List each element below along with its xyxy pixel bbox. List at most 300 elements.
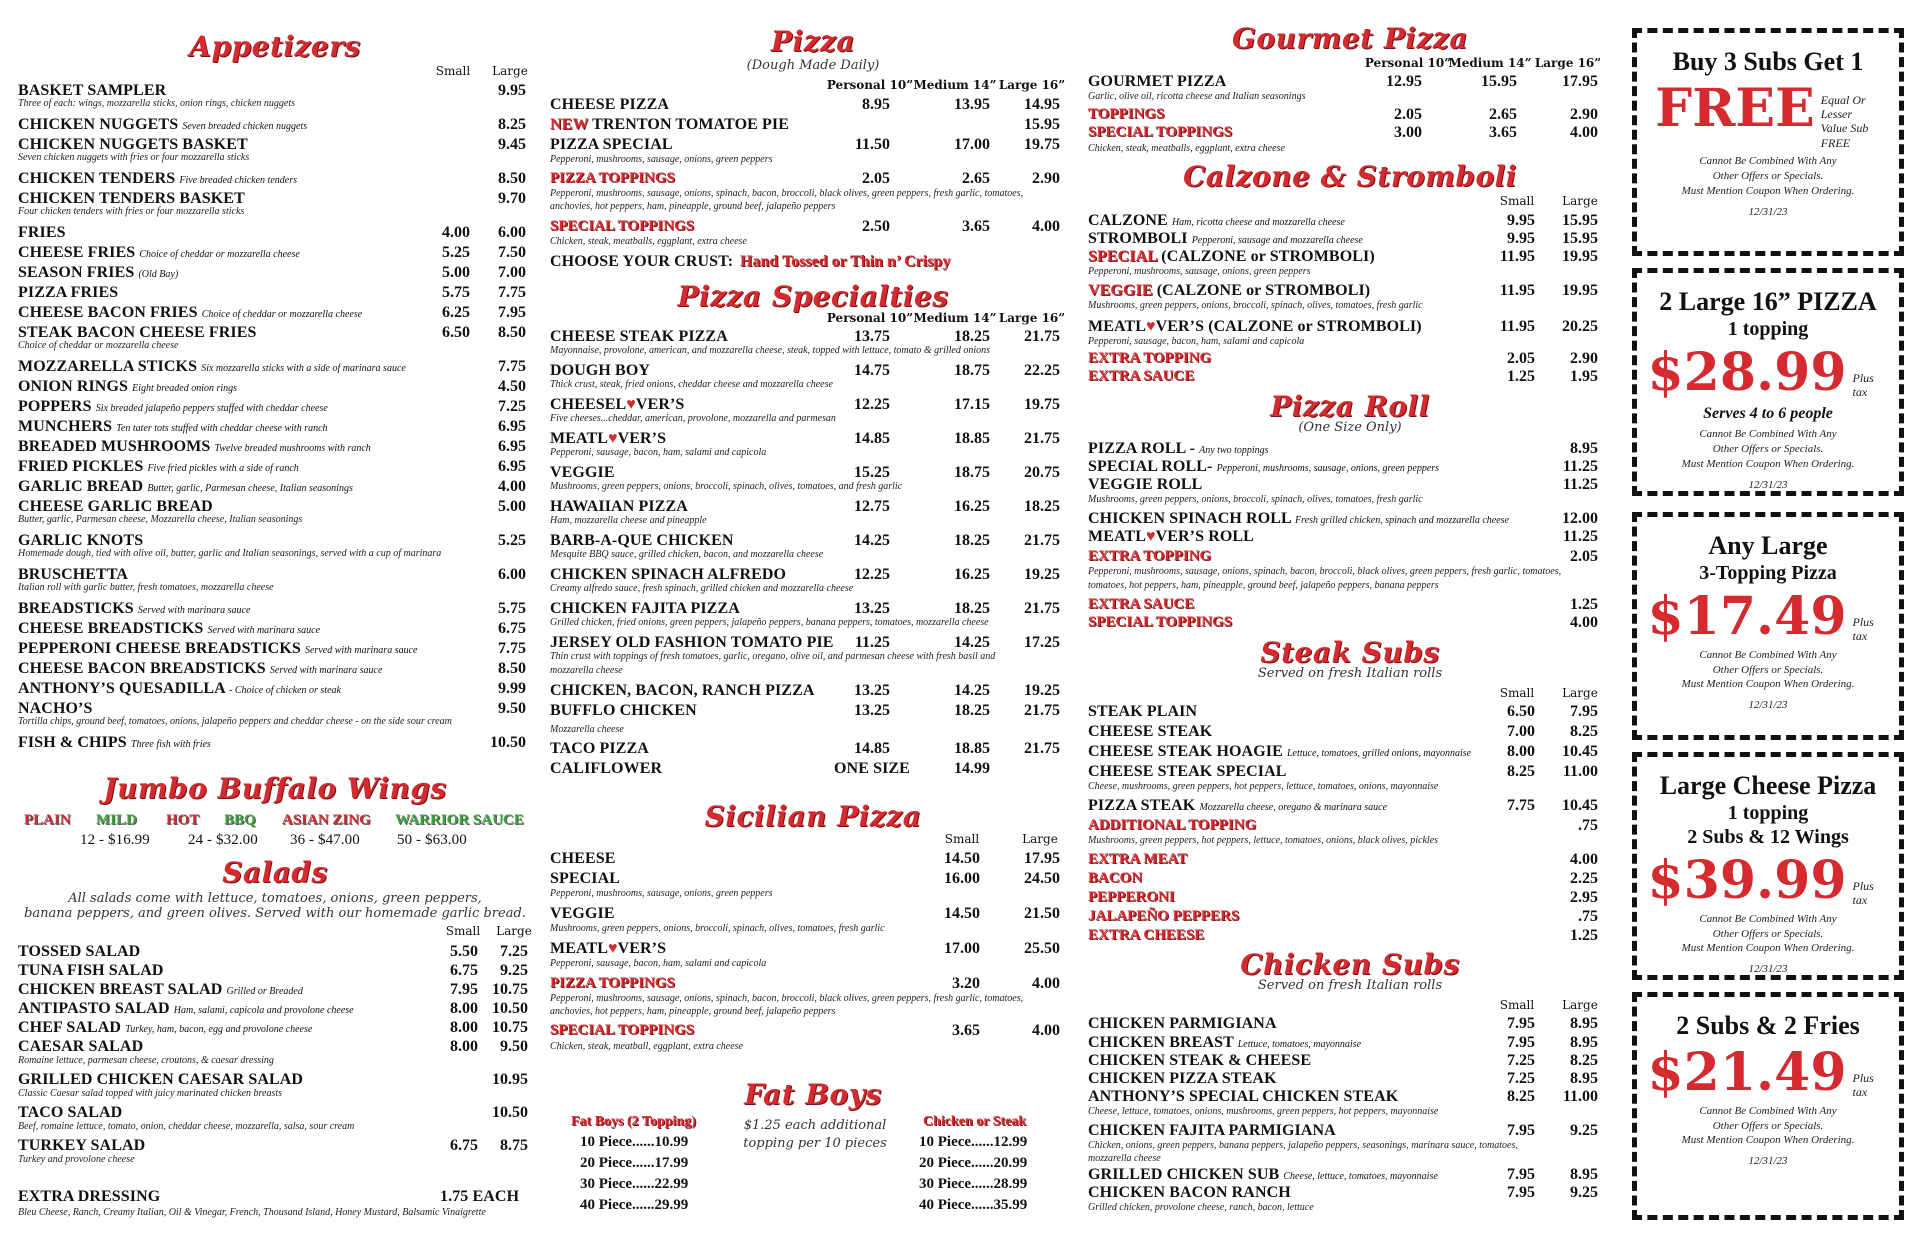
column-header: Small <box>1499 194 1535 208</box>
price: 7.95 <box>450 981 478 998</box>
price: 13.25 <box>854 702 890 719</box>
item-desc: Chicken, steak, meatball, eggplant, extra cheese <box>550 1041 743 1052</box>
price: 21.75 <box>1024 600 1060 617</box>
item-inline-desc: Ham, salami, capicola and provolone cheese <box>173 1005 354 1016</box>
price: 21.75 <box>1024 702 1060 719</box>
item-title: CHEESE STEAK <box>1088 723 1213 740</box>
price: 20.75 <box>1024 464 1060 481</box>
roll-subtitle: (One Size Only) <box>1298 420 1402 435</box>
column-header: Personal 10” <box>826 311 914 325</box>
item-title: BRUSCHETTA <box>18 566 129 583</box>
item-name <box>550 253 733 271</box>
item-inline-desc: Turkey, ham, bacon, egg and provolone cheese <box>125 1024 313 1035</box>
item-title: CHICKEN PARMIGIANA <box>1088 1015 1277 1032</box>
coupon-note: Other Offers or Specials. <box>1712 663 1824 676</box>
item-title: BUFFLO CHICKEN <box>550 702 697 719</box>
item-title: ONION RINGS <box>18 378 129 395</box>
item-desc: Ham, mozzarella cheese and pineapple <box>550 515 707 526</box>
price: 8.50 <box>498 324 526 341</box>
price: 21.75 <box>1024 328 1060 345</box>
item-name <box>550 740 649 758</box>
price: 17.00 <box>954 136 990 153</box>
item-name <box>550 940 666 958</box>
item-title: (CALZONE or STROMBOLI) <box>1156 282 1371 299</box>
item-name <box>1088 212 1345 230</box>
price: 6.75 <box>498 620 526 637</box>
item-title: CHEESE <box>550 850 616 867</box>
item-name <box>550 905 615 923</box>
item-title: DOUGH BOY <box>550 362 651 379</box>
coupon-price: FREE <box>1655 77 1815 139</box>
item-inline-desc: Three fish with fries <box>130 739 211 750</box>
coupon-side-note: Plus tax <box>1852 879 1874 908</box>
item-inline-desc: (Old Bay) <box>138 269 179 280</box>
price: 4.00 <box>1570 851 1598 868</box>
item-title: PEPPERONI CHEESE BREADSTICKS <box>18 640 301 657</box>
heart-icon: ♥ <box>607 430 618 447</box>
price: 21.50 <box>1024 905 1060 922</box>
item-name <box>1088 282 1370 300</box>
item-title: PIZZA SPECIAL <box>550 136 673 153</box>
item-inline-desc: Cheese, lettuce, tomatoes, mayonnaise <box>1283 1171 1438 1182</box>
item-desc: Mushrooms, green peppers, hot peppers, lettuce, tomatoes, onions, black olives, pickles <box>1088 835 1439 846</box>
item-title: TURKEY SALAD <box>18 1137 146 1154</box>
price: 9.25 <box>500 962 528 979</box>
price: 19.95 <box>1562 248 1598 265</box>
price: .75 <box>1578 908 1598 925</box>
item-name <box>1088 1166 1438 1184</box>
item-desc: mozzarella cheese <box>550 665 623 676</box>
item-name <box>18 170 297 188</box>
item-desc: Three of each: wings, mozzarella sticks, onion rings, chicken nuggets <box>18 98 296 109</box>
price: 3.65 <box>952 1022 980 1039</box>
price: 9.25 <box>1570 1184 1598 1201</box>
item-title: ANTIPASTO SALAD <box>18 1000 170 1017</box>
column-header: Small <box>435 64 471 78</box>
price: 3.65 <box>962 218 990 235</box>
price: 15.95 <box>1481 73 1517 90</box>
item-name <box>1088 1088 1398 1106</box>
price: 11.25 <box>854 634 890 651</box>
item-title: MEATL♥VER’S ROLL <box>1088 528 1254 545</box>
price: 10.50 <box>492 1000 528 1017</box>
item-inline-desc: Pepperoni, mushrooms, sausage, onions, green peppers <box>1216 463 1440 474</box>
item-name <box>18 620 320 638</box>
item-inline-desc: Eight breaded onion rings <box>132 383 238 394</box>
fatboys-right-head: Chicken or Steak <box>923 1114 1027 1129</box>
item-title: CALIFLOWER <box>550 760 663 777</box>
item-inline-desc: Fresh grilled chicken, spinach and mozzarella cheese <box>1295 515 1509 526</box>
price: 6.75 <box>450 1137 478 1154</box>
price: 24.50 <box>1024 870 1060 887</box>
coupon-side-note: Equal Or Lesser Value Sub FREE <box>1820 92 1869 150</box>
item-title: CHEESE FRIES <box>18 244 136 261</box>
price: 10.50 <box>492 1104 528 1121</box>
column-header: Personal 10” <box>1364 56 1452 70</box>
item-inline-desc: Lettuce, tomatoes, mayonnaise <box>1237 1039 1362 1050</box>
item-desc: Classic Caesar salad topped with juicy marinated chicken breasts <box>18 1088 283 1099</box>
price: 7.95 <box>1507 1015 1535 1032</box>
price: 8.25 <box>1570 1052 1598 1069</box>
item-desc: anchovies, hot peppers, ham, pineapple, ground beef, jalapeño peppers <box>550 201 836 212</box>
item-desc: Pepperoni, sausage, bacon, ham, salami and capicola <box>550 447 767 458</box>
price: 9.50 <box>498 700 526 717</box>
price: 12.95 <box>1386 73 1422 90</box>
wing-flavor: WARRIOR SAUCE <box>395 812 524 828</box>
item-title: CHICKEN NUGGETS BASKET <box>18 136 248 153</box>
one-size-label: ONE SIZE <box>834 760 910 777</box>
price: 5.25 <box>498 532 526 549</box>
item-name <box>550 396 684 414</box>
price: 16.00 <box>944 870 980 887</box>
coupon-title: Any Large <box>1708 531 1828 560</box>
item-prefix: VEGGIE <box>1088 282 1153 299</box>
price: 11.00 <box>1562 1088 1598 1105</box>
price: 2.05 <box>1394 106 1422 123</box>
coupon-note: Must Mention Coupon When Ordering. <box>1681 457 1855 470</box>
item-name <box>550 96 669 114</box>
item-name <box>18 244 300 262</box>
gourmet-toppings-label: TOPPINGS <box>1088 106 1165 122</box>
price: 2.05 <box>1507 350 1535 367</box>
price: 8.95 <box>862 96 890 113</box>
price: 18.25 <box>1024 498 1060 515</box>
item-name <box>18 284 118 302</box>
price: 2.65 <box>1489 106 1517 123</box>
sicilian-special-toppings-label: SPECIAL TOPPINGS <box>550 1022 695 1038</box>
item-title: BASKET SAMPLER <box>18 82 167 99</box>
item-name <box>18 438 371 456</box>
wing-flavor: MILD <box>96 812 137 828</box>
item-desc: Pepperoni, mushrooms, sausage, onions, spinach, bacon, broccoli, black olives, green peppers, fresh garlic, tomatoes, <box>1088 566 1562 577</box>
price: 14.85 <box>854 430 890 447</box>
item-title: CHICKEN PIZZA STEAK <box>1088 1070 1277 1087</box>
price: 5.50 <box>450 943 478 960</box>
item-inline-desc: Served with marinara sauce <box>269 665 383 676</box>
column-header: Medium 14” <box>913 311 997 325</box>
item-title: GRILLED CHICKEN CAESAR SALAD <box>18 1071 304 1088</box>
item-name <box>18 224 66 242</box>
item-name <box>550 682 815 700</box>
price: 1.95 <box>1570 368 1598 385</box>
item-title: CHEESE STEAK PIZZA <box>550 328 728 345</box>
coupon-note: Other Offers or Specials. <box>1712 927 1824 940</box>
item-title: CHICKEN, BACON, RANCH PIZZA <box>550 682 815 699</box>
item-title: SEASON FRIES <box>18 264 135 281</box>
price: 8.95 <box>1570 1166 1598 1183</box>
item-inline-desc: Twelve breaded mushrooms with ranch <box>214 443 371 454</box>
item-title: VEGGIE <box>550 464 615 481</box>
item-title: BREADED MUSHROOMS <box>18 438 211 455</box>
price: 21.75 <box>1024 532 1060 549</box>
fatboys-left-head: Fat Boys (2 Topping) <box>571 1114 696 1129</box>
coupon-note: Other Offers or Specials. <box>1712 1119 1824 1132</box>
item-inline-desc: Grilled or Breaded <box>226 986 303 997</box>
item-title: GARLIC KNOTS <box>18 532 144 549</box>
item-title: MEATL♥VER’S <box>550 430 667 447</box>
price: 14.25 <box>854 532 890 549</box>
price: 14.85 <box>854 740 890 757</box>
coupon-title: Buy 3 Subs Get 1 <box>1672 47 1864 76</box>
wing-price: 12 - $16.99 <box>80 832 150 848</box>
item-name <box>550 430 666 448</box>
price: 6.25 <box>442 304 470 321</box>
item-name <box>1088 510 1509 528</box>
item-title: VEGGIE <box>550 905 615 922</box>
price: 12.00 <box>1562 510 1598 527</box>
item-name <box>18 116 307 134</box>
salads-note: banana peppers, and green olives. Served with our homemade garlic bread. <box>24 906 526 921</box>
heart-icon: ♥ <box>626 396 636 413</box>
item-title: TOSSED SALAD <box>18 943 141 960</box>
item-title: CHOOSE YOUR CRUST: <box>550 253 734 270</box>
price: 4.00 <box>1570 614 1598 631</box>
item-title: PIZZA FRIES <box>18 284 119 301</box>
coupon-note: Must Mention Coupon When Ordering. <box>1681 184 1855 197</box>
steak-additional-topping-label: ADDITIONAL TOPPING <box>1088 817 1257 833</box>
price: 7.75 <box>498 284 526 301</box>
price: 18.75 <box>954 464 990 481</box>
price: 6.75 <box>450 962 478 979</box>
item-title: FRIED PICKLES <box>18 458 144 475</box>
item-name <box>550 136 673 154</box>
item-title: NACHO’S <box>18 700 93 717</box>
coupon <box>1632 752 1904 980</box>
coupon-side-note: Plus tax <box>1852 1071 1874 1100</box>
coupon-expiry: 12/31/23 <box>1748 1155 1788 1168</box>
coupon-note: Must Mention Coupon When Ordering. <box>1681 1134 1855 1147</box>
section-title-salads: Salads <box>222 856 328 889</box>
price: 13.25 <box>854 600 890 617</box>
item-name <box>1088 318 1422 336</box>
item-inline-desc: Mozzarella cheese, oregano & marinara sauce <box>1199 802 1388 813</box>
column-header: Large <box>1562 194 1598 208</box>
item-name <box>18 981 303 999</box>
item-desc: Choice of cheddar or mozzarella cheese <box>18 340 179 351</box>
price: 9.99 <box>498 680 526 697</box>
item-name <box>1088 458 1439 476</box>
price: 6.50 <box>1507 703 1535 720</box>
item-title: SPECIAL <box>550 870 621 887</box>
item-title: CHEESEL♥VER’S <box>550 396 685 413</box>
heart-icon: ♥ <box>1145 318 1156 335</box>
price: 5.00 <box>442 264 470 281</box>
column-header: Small <box>1499 686 1535 700</box>
item-desc: Mesquite BBQ sauce, grilled chicken, bacon, and mozzarella cheese <box>550 549 824 560</box>
price: 18.75 <box>954 362 990 379</box>
section-title-roll: Pizza Roll <box>1270 390 1430 423</box>
item-name <box>1088 703 1197 721</box>
item-title: GRILLED CHICKEN SUB <box>1088 1166 1280 1183</box>
item-title: CAESAR SALAD <box>18 1038 144 1055</box>
item-inline-desc: Choice of cheddar or mozzarella cheese <box>201 309 363 320</box>
price: 5.75 <box>498 600 526 617</box>
item-desc: Thin crust with toppings of fresh tomatoes, garlic, oregano, olive oil, and parmesan cheese with fresh basil and <box>550 651 996 662</box>
item-title: BREADSTICKS <box>18 600 134 617</box>
item-name <box>18 1188 160 1206</box>
wing-price: 36 - $47.00 <box>290 832 360 848</box>
coupon-note: Must Mention Coupon When Ordering. <box>1681 942 1855 955</box>
price: 9.70 <box>498 190 526 207</box>
item-name <box>550 760 662 778</box>
item-name <box>1088 797 1387 815</box>
item-desc: Turkey and provolone cheese <box>18 1154 135 1165</box>
price: 7.75 <box>498 640 526 657</box>
item-name <box>1088 73 1226 91</box>
price: 7.95 <box>1507 1122 1535 1139</box>
extra-dressing-price: 1.75 EACH <box>440 1188 520 1205</box>
item-name <box>18 1071 303 1089</box>
price: 4.00 <box>1570 124 1598 141</box>
item-title: POPPERS <box>18 398 92 415</box>
price: 4.00 <box>498 478 526 495</box>
item-title: TUNA FISH SALAD <box>18 962 164 979</box>
price: 19.75 <box>1024 136 1060 153</box>
item-name <box>550 532 734 550</box>
column-header: Medium 14” <box>1448 56 1532 70</box>
item-inline-desc: Served with marinara sauce <box>137 605 251 616</box>
price: 9.25 <box>1570 1122 1598 1139</box>
price: 7.00 <box>498 264 526 281</box>
fatboys-price: 10 Piece......10.99 <box>580 1134 689 1150</box>
item-name <box>18 600 250 618</box>
steak-extra-label: EXTRA MEAT <box>1088 851 1188 867</box>
price: 14.95 <box>1024 96 1060 113</box>
wing-price: 50 - $63.00 <box>397 832 467 848</box>
item-name <box>18 264 178 282</box>
price: .75 <box>1578 817 1598 834</box>
item-inline-desc: - Choice of chicken or steak <box>229 685 341 696</box>
item-title: CHEESE BACON FRIES <box>18 304 198 321</box>
item-name <box>18 458 299 476</box>
price: 15.95 <box>1562 230 1598 247</box>
coupon-note: Cannot Be Combined With Any <box>1699 155 1837 168</box>
coupon-offer-row <box>1637 585 1899 647</box>
item-title: CHICKEN TENDERS BASKET <box>18 190 245 207</box>
fatboys-note: topping per 10 pieces <box>743 1136 887 1151</box>
item-title: JERSEY OLD FASHION TOMATO PIE <box>550 634 834 651</box>
column-header: Medium 14” <box>913 78 997 92</box>
price: 8.95 <box>1570 1070 1598 1087</box>
price: 10.75 <box>492 1019 528 1036</box>
section-title-specialties: Pizza Specialties <box>677 280 949 313</box>
steak-extra-label: JALAPEÑO PEPPERS <box>1088 908 1240 924</box>
coupon-offer-row <box>1637 341 1899 403</box>
section-title-steak: Steak Subs <box>1260 636 1440 669</box>
item-title: CHICKEN SPINACH ALFREDO <box>550 566 787 583</box>
item-desc: Pepperoni, mushrooms, sausage, onions, spinach, bacon, broccoli, black olives, green peppers, fresh garlic, tomatoes, <box>550 188 1024 199</box>
roll-extra-topping-label: EXTRA TOPPING <box>1088 548 1212 564</box>
item-inline-desc: Butter, garlic, Parmesan cheese, Italian seasonings <box>147 483 353 494</box>
price: 8.00 <box>450 1019 478 1036</box>
steak-subtitle: Served on fresh Italian rolls <box>1257 666 1443 681</box>
coupon-price: $39.99 <box>1647 849 1847 911</box>
item-desc: Pepperoni, mushrooms, sausage, onions, green peppers <box>550 154 773 165</box>
coupon-subtitle: 1 topping <box>1727 801 1809 824</box>
price: 19.95 <box>1562 282 1598 299</box>
column-header: Large 16” <box>1534 56 1602 70</box>
price: 2.50 <box>862 218 890 235</box>
coupon-note: Other Offers or Specials. <box>1712 442 1824 455</box>
price: 8.95 <box>1570 1015 1598 1032</box>
column-header: Large <box>1562 686 1598 700</box>
price: 10.45 <box>1562 797 1598 814</box>
item-name <box>18 358 406 376</box>
item-title: GARLIC BREAD <box>18 478 144 495</box>
price: 2.05 <box>862 170 890 187</box>
price: 6.95 <box>498 438 526 455</box>
coupon <box>1632 992 1904 1220</box>
coupon-subtitle: 1 topping <box>1727 317 1809 340</box>
item-name <box>550 600 740 618</box>
item-title: PIZZA STEAK <box>1088 797 1196 814</box>
price: 10.45 <box>1562 743 1598 760</box>
fatboys-price: 20 Piece......17.99 <box>580 1155 689 1171</box>
price: 2.90 <box>1032 170 1060 187</box>
price: 8.00 <box>450 1038 478 1055</box>
item-title: CHICKEN FAJITA PARMIGIANA <box>1088 1122 1336 1139</box>
price: 8.25 <box>498 116 526 133</box>
sicilian-toppings-label: PIZZA TOPPINGS <box>550 975 675 991</box>
item-title: CHICKEN BREAST <box>1088 1034 1234 1051</box>
price: 8.25 <box>1570 723 1598 740</box>
item-prefix: SPECIAL <box>1088 248 1158 265</box>
price: 15.25 <box>854 464 890 481</box>
item-title: MEATL♥VER’S (CALZONE or STROMBOLI) <box>1088 318 1422 335</box>
coupon-title: 2 Large 16” PIZZA <box>1659 287 1877 316</box>
item-inline-desc: Choice of cheddar or mozzarella cheese <box>139 249 300 260</box>
coupon-offer-row <box>1637 77 1899 150</box>
item-name <box>550 362 650 380</box>
item-title: ANTHONY’S SPECIAL CHICKEN STEAK <box>1088 1088 1399 1105</box>
price: 2.95 <box>1570 889 1598 906</box>
section-title-calzone: Calzone & Stromboli <box>1183 160 1517 193</box>
item-inline-desc: Seven breaded chicken nuggets <box>182 121 308 132</box>
roll-special-toppings-label: SPECIAL TOPPINGS <box>1088 614 1233 630</box>
price: 15.95 <box>1562 212 1598 229</box>
item-desc: Thick crust, steak, fried onions, cheddar cheese and mozzarella cheese <box>550 379 833 390</box>
item-name <box>1088 1122 1336 1140</box>
item-title: CHICKEN FAJITA PIZZA <box>550 600 740 617</box>
item-name <box>18 304 362 322</box>
coupon-offer-row <box>1637 1041 1899 1103</box>
item-title: HAWAIIAN PIZZA <box>550 498 688 515</box>
coupon-expiry: 12/31/23 <box>1748 478 1788 491</box>
price: 16.25 <box>954 498 990 515</box>
price: 14.50 <box>944 905 980 922</box>
price: 18.25 <box>954 328 990 345</box>
price: 8.50 <box>498 660 526 677</box>
item-title: CHICKEN STEAK & CHEESE <box>1088 1052 1312 1069</box>
price: 8.25 <box>1507 763 1535 780</box>
price: 22.25 <box>1024 362 1060 379</box>
coupon <box>1632 28 1904 256</box>
heart-icon: ♥ <box>1145 528 1156 545</box>
item-title: SPECIAL ROLL- <box>1088 458 1213 475</box>
price: 6.00 <box>498 566 526 583</box>
item-title: TACO PIZZA <box>550 740 649 757</box>
price: 21.75 <box>1024 430 1060 447</box>
coupon-subtitle-2: 2 Subs & 12 Wings <box>1687 825 1849 848</box>
item-desc: Seven chicken nuggets with fries or four mozzarella sticks <box>18 152 250 163</box>
column-header: Large 16” <box>998 78 1066 92</box>
chicken-subtitle: Served on fresh Italian rolls <box>1257 978 1443 993</box>
price: 5.25 <box>442 244 470 261</box>
column-header: Large <box>496 924 532 938</box>
price: 7.25 <box>1507 1052 1535 1069</box>
item-title: CHICKEN BREAST SALAD <box>18 981 223 998</box>
coupon-note: Cannot Be Combined With Any <box>1699 427 1837 440</box>
